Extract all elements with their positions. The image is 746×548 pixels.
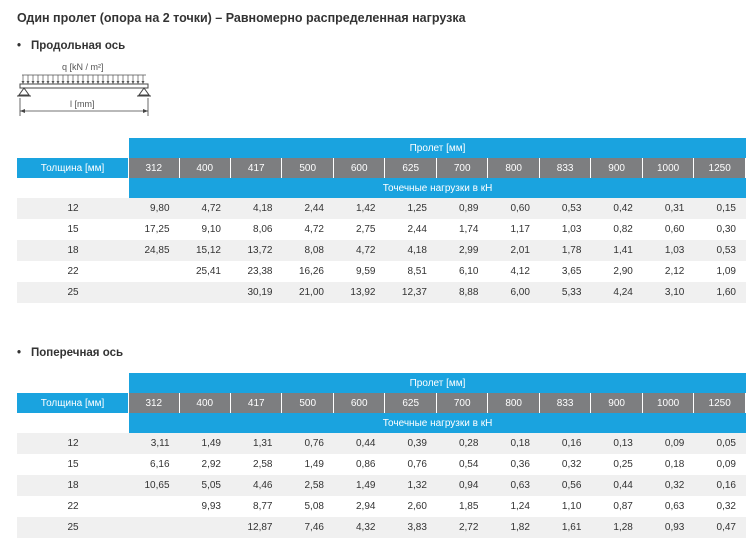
load-cell: 1,49 [180, 433, 231, 454]
load-cell: 0,47 [694, 517, 746, 538]
load-cell: 2,92 [201, 459, 221, 470]
load-cell: 0,53 [694, 240, 746, 261]
load-cell: 0,82 [613, 224, 633, 235]
load-cell: 2,58 [282, 475, 333, 496]
span-column-header: 1250 [694, 158, 746, 178]
load-cell: 3,10 [643, 282, 694, 303]
load-cell: 13,92 [334, 282, 385, 303]
load-cell: 2,72 [437, 517, 488, 538]
load-cell: 0,05 [694, 433, 746, 454]
load-cell: 23,38 [247, 266, 273, 277]
load-cell: 0,36 [510, 459, 530, 470]
load-cell: 7,46 [282, 517, 333, 538]
load-cell: 1,61 [540, 517, 591, 538]
span-column-header: 800 [488, 158, 539, 178]
span-column-header: 417 [231, 158, 282, 178]
load-cell: 0,25 [613, 459, 633, 470]
span-column-header: 900 [591, 393, 642, 413]
thickness-cell: 15 [67, 459, 79, 470]
span-column-header: 500 [282, 158, 333, 178]
load-cell: 0,16 [694, 475, 746, 496]
beam-load-diagram [14, 60, 154, 118]
distributed-load-arrows-icon [22, 75, 147, 84]
load-cell: 8,77 [253, 501, 273, 512]
load-cell: 0,87 [613, 501, 633, 512]
load-cell: 1,24 [510, 501, 530, 512]
load-cell: 0,76 [407, 459, 427, 470]
load-cell: 0,28 [437, 433, 488, 454]
load-cell: 0,42 [591, 198, 642, 219]
span-column-header: 500 [282, 393, 333, 413]
length-label: l [mm] [70, 99, 95, 109]
beam-icon [20, 84, 148, 88]
span-column-header: 1250 [694, 393, 746, 413]
load-cell: 12,37 [385, 282, 436, 303]
thickness-cell: 25 [17, 517, 129, 538]
thickness-cell: 25 [17, 282, 129, 303]
load-cell: 3,11 [129, 433, 179, 454]
load-cell: 8,88 [437, 282, 488, 303]
load-cell: 1,42 [334, 198, 385, 219]
load-cell: 0,86 [355, 459, 376, 470]
load-cell: 5,05 [180, 475, 231, 496]
load-cell: 4,72 [180, 198, 231, 219]
load-cell: 0,94 [437, 475, 488, 496]
span-column-header: 417 [231, 393, 282, 413]
load-cell: 0,15 [694, 198, 746, 219]
section-heading-longitudinal [17, 40, 125, 52]
load-cell: 4,72 [334, 240, 385, 261]
load-cell: 2,44 [282, 198, 333, 219]
load-cell: 4,24 [591, 282, 642, 303]
load-cell: 2,44 [407, 224, 427, 235]
load-cell: 1,32 [385, 475, 436, 496]
load-cell: 1,82 [488, 517, 539, 538]
load-cell: 2,58 [253, 459, 273, 470]
load-cell: 13,72 [231, 240, 282, 261]
section-heading-transverse [17, 347, 123, 359]
span-column-header: 1000 [643, 393, 694, 413]
load-cell: 25,41 [195, 266, 221, 277]
load-cell: 6,00 [488, 282, 539, 303]
load-cell: 0,09 [716, 459, 736, 470]
table-row [17, 282, 746, 303]
thickness-cell: 18 [17, 475, 129, 496]
thickness-cell: 15 [67, 224, 79, 235]
load-cell: 6,10 [458, 266, 479, 277]
load-cell [180, 282, 231, 303]
loads-header: Точечные нагрузки в кН [129, 413, 746, 433]
section-label: Продольная ось [31, 40, 126, 52]
page-title: Один пролет (опора на 2 точки) – Равномерно распределенная нагрузка [17, 11, 466, 25]
load-cell: 1,85 [458, 501, 479, 512]
load-cell: 3,65 [561, 266, 582, 277]
table-row [17, 240, 746, 261]
load-cell: 1,10 [561, 501, 582, 512]
load-cell: 1,49 [304, 459, 324, 470]
load-cell: 0,63 [488, 475, 539, 496]
span-header: Пролет [мм] [129, 373, 746, 393]
load-cell: 2,94 [355, 501, 376, 512]
load-cell: 17,25 [144, 224, 170, 235]
table-row [17, 433, 746, 454]
load-cell: 0,32 [643, 475, 694, 496]
span-column-header: 600 [334, 158, 385, 178]
load-cell: 0,31 [643, 198, 694, 219]
table-row [17, 496, 746, 517]
span-column-header: 400 [180, 393, 231, 413]
table-row [17, 261, 746, 282]
load-cell: 0,53 [540, 198, 591, 219]
load-cell: 4,18 [231, 198, 282, 219]
load-cell: 24,85 [129, 240, 179, 261]
load-cell: 3,83 [385, 517, 436, 538]
load-cell: 0,93 [643, 517, 694, 538]
load-cell: 0,60 [664, 224, 685, 235]
thickness-cell: 12 [17, 433, 129, 454]
load-cell: 1,28 [591, 517, 642, 538]
load-cell: 8,08 [282, 240, 333, 261]
load-cell: 0,44 [334, 433, 385, 454]
loads-header: Точечные нагрузки в кН [129, 178, 746, 198]
table-row [17, 454, 746, 475]
thickness-header: Толщина [мм] [17, 393, 129, 413]
right-support-icon [139, 88, 149, 95]
load-cell: 9,93 [201, 501, 221, 512]
load-cell: 21,00 [282, 282, 333, 303]
section-label: Поперечная ось [31, 347, 124, 359]
load-cell: 0,13 [591, 433, 642, 454]
span-column-header: 625 [385, 158, 436, 178]
thickness-cell: 18 [17, 240, 129, 261]
load-cell: 0,56 [540, 475, 591, 496]
thickness-cell: 22 [67, 501, 79, 512]
load-cell: 4,46 [231, 475, 282, 496]
span-column-header: 312 [129, 393, 179, 413]
load-cell: 9,80 [129, 198, 179, 219]
load-cell: 0,89 [437, 198, 488, 219]
load-cell: 30,19 [231, 282, 282, 303]
load-cell [129, 517, 179, 538]
thickness-cell: 22 [67, 266, 79, 277]
load-cell: 1,60 [694, 282, 746, 303]
load-cell: 8,51 [407, 266, 427, 277]
load-cell: 0,54 [458, 459, 479, 470]
load-cell [180, 517, 231, 538]
span-column-header: 625 [385, 393, 436, 413]
bullet-icon: • [17, 347, 22, 359]
load-cell: 0,32 [561, 459, 582, 470]
load-cell [129, 261, 179, 282]
load-cell: 16,26 [298, 266, 324, 277]
load-cell: 1,25 [385, 198, 436, 219]
table-row [17, 475, 746, 496]
load-cell: 0,18 [664, 459, 685, 470]
span-column-header: 700 [437, 393, 488, 413]
transverse-load-table [17, 373, 746, 538]
load-cell: 2,12 [664, 266, 685, 277]
load-cell: 9,10 [201, 224, 221, 235]
load-cell: 0,32 [716, 501, 736, 512]
load-cell: 0,30 [716, 224, 736, 235]
longitudinal-load-table [17, 138, 746, 303]
load-cell: 12,87 [231, 517, 282, 538]
load-cell: 0,09 [643, 433, 694, 454]
load-cell [129, 496, 179, 517]
load-cell: 4,32 [334, 517, 385, 538]
span-column-header: 312 [129, 158, 179, 178]
span-column-header: 1000 [643, 158, 694, 178]
load-cell: 0,76 [282, 433, 333, 454]
load-cell: 0,16 [540, 433, 591, 454]
load-cell: 2,90 [613, 266, 633, 277]
load-label: q [kN / m²] [62, 62, 104, 72]
load-cell: 5,08 [304, 501, 324, 512]
load-cell: 4,18 [385, 240, 436, 261]
load-cell: 2,99 [437, 240, 488, 261]
load-cell: 1,03 [643, 240, 694, 261]
load-cell: 1,49 [334, 475, 385, 496]
left-support-icon [19, 88, 29, 95]
load-cell: 6,16 [150, 459, 170, 470]
table-row [17, 198, 746, 219]
load-cell: 0,39 [385, 433, 436, 454]
load-cell: 8,06 [253, 224, 273, 235]
load-cell: 2,60 [407, 501, 427, 512]
load-cell [129, 282, 179, 303]
load-cell: 9,59 [355, 266, 376, 277]
thickness-cell: 12 [17, 198, 129, 219]
span-column-header: 700 [437, 158, 488, 178]
span-column-header: 600 [334, 393, 385, 413]
span-column-header: 400 [180, 158, 231, 178]
span-column-header: 800 [488, 393, 539, 413]
load-cell: 2,01 [488, 240, 539, 261]
load-cell: 1,09 [716, 266, 736, 277]
load-cell: 10,65 [129, 475, 179, 496]
load-cell: 4,12 [510, 266, 530, 277]
load-cell: 1,31 [231, 433, 282, 454]
load-cell: 15,12 [180, 240, 231, 261]
span-column-header: 833 [540, 393, 591, 413]
load-cell: 1,78 [540, 240, 591, 261]
load-cell: 2,75 [355, 224, 376, 235]
load-cell: 1,41 [591, 240, 642, 261]
span-column-header: 833 [540, 158, 591, 178]
thickness-header: Толщина [мм] [17, 158, 129, 178]
span-column-header: 900 [591, 158, 642, 178]
bullet-icon: • [17, 40, 22, 52]
load-cell: 0,18 [488, 433, 539, 454]
load-cell: 0,60 [488, 198, 539, 219]
load-cell: 1,03 [561, 224, 582, 235]
load-cell: 0,44 [591, 475, 642, 496]
table-row [17, 219, 746, 240]
load-cell: 5,33 [540, 282, 591, 303]
load-cell: 1,74 [458, 224, 479, 235]
load-cell: 0,63 [664, 501, 685, 512]
load-cell: 1,17 [510, 224, 530, 235]
span-header: Пролет [мм] [129, 138, 746, 158]
load-cell: 4,72 [304, 224, 324, 235]
table-row [17, 517, 746, 538]
